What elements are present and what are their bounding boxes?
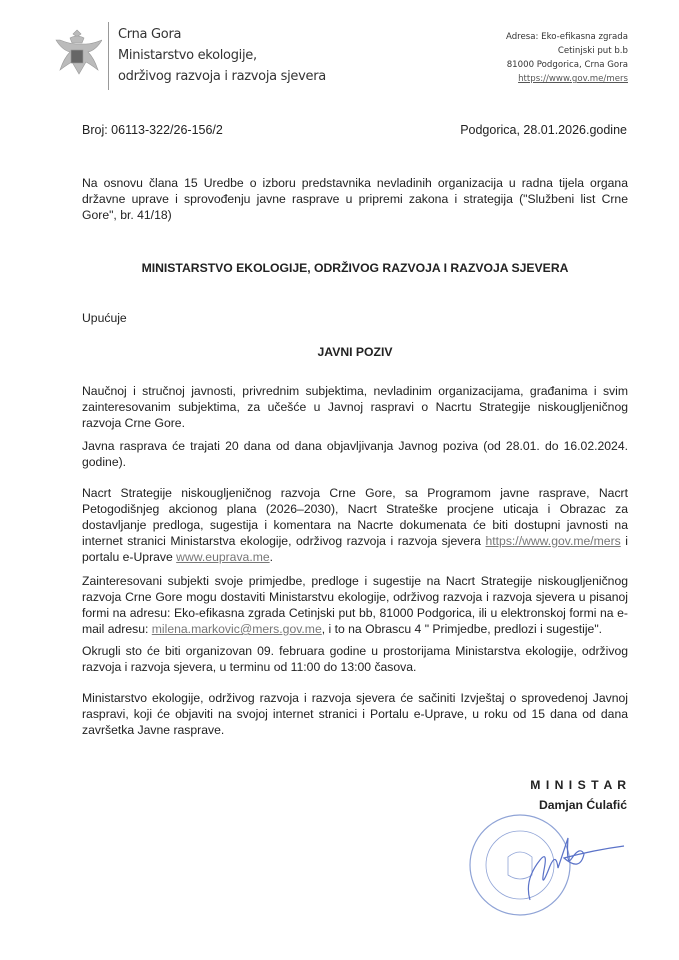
signatory-name: Damjan Ćulafić	[538, 798, 627, 812]
header-divider	[108, 22, 109, 90]
paragraph-3	[82, 485, 628, 565]
org-line: Crna Gora	[118, 27, 182, 42]
upucuje-label: Upućuje	[82, 311, 127, 325]
intro-paragraph: Na osnovu člana 15 Uredbe o izboru predstavnika nevladinih organizacija u radna tijela organa državne uprave i sprovođenju javne rasprave u pripremi zakona i strategija ("Službeni list Crne Gore", br. 41/18)	[82, 176, 628, 222]
website-link[interactable]: https://www.gov.me/mers	[518, 74, 628, 84]
text: Nacrt Strategije niskougljeničnog razvoja Crne Gore, sa Programom javne rasprave, Nacrt Petogodišnjeg akcionog plana (2026–2030), Nacrt Strateške procjene uticaja i Obrazac za dostavljanje predloga, sugestija i komentara na Nacrte dokumenata će biti dostupni javnosti na internet stranici Ministarstva ekologije, održivog razvoja i razvoja sjevera	[82, 486, 628, 548]
stamp-icon	[470, 815, 570, 915]
text: , i to na Obrascu 4 " Primjedbe, predlozi i sugestije".	[321, 622, 603, 636]
paragraph-2: Javna rasprava će trajati 20 dana od dana objavljivanja Javnog poziva (od 28.01. do 16.02.2024. godine).	[82, 439, 628, 469]
document-title: JAVNI POZIV	[317, 345, 393, 359]
org-line: Ministarstvo ekologije,	[118, 48, 257, 63]
org-line: održivog razvoja i razvoja sjevera	[118, 69, 326, 84]
official-stamp-and-signature	[460, 805, 630, 925]
address-line: Cetinjski put b.b	[557, 46, 628, 56]
address-line: 81000 Podgorica, Crna Gora	[506, 60, 628, 70]
text: i portalu e-Uprave	[82, 534, 629, 564]
signature-role: M I N I S T A R	[530, 778, 627, 792]
document-number: Broj: 06113-322/26-156/2	[82, 123, 223, 137]
paragraph-5: Okrugli sto će biti organizovan 09. februara godine u prostorijama Ministarstva ekologije, održivog razvoja i razvoja sjevera, u terminu od 11:00 do 13:00 časova.	[82, 644, 628, 674]
email-link[interactable]: milena.markovic@mers.gov.me	[151, 622, 322, 636]
address-block	[506, 30, 628, 86]
organization-name	[118, 24, 326, 87]
address-line: Adresa: Eko-efikasna zgrada	[505, 32, 628, 42]
coat-of-arms-logo	[52, 26, 102, 82]
text: Zainteresovani subjekti svoje primjedbe, predloge i sugestije na Nacrt Strategije niskougljeničnog razvoja Crne Gore mogu dostaviti Ministarstvu ekologije, održivog razvoja i razvoja sjevera u pisanoj formi na adresu: Eko-efikasna zgrada Cetinjski put bb, 81000 Podgorica, ili u elektronskoj formi na e-mail adresu:	[82, 574, 628, 636]
paragraph-4	[82, 573, 628, 637]
euprava-link[interactable]: www.euprava.me	[176, 550, 270, 564]
ministry-heading: MINISTARSTVO EKOLOGIJE, ODRŽIVOG RAZVOJA I RAZVOJA SJEVERA	[141, 261, 569, 275]
paragraph-1: Naučnoj i stručnoj javnosti, privrednim subjektima, nevladinim organizacijama, građanima i svim zainteresovanim subjektima, za učešće u Javnoj raspravi o Nacrtu Strategije niskougljeničnog razvoja Crne Gore.	[82, 384, 628, 430]
gov-link[interactable]: https://www.gov.me/mers	[485, 534, 621, 548]
place-date: Podgorica, 28.01.2026.godine	[460, 123, 627, 137]
paragraph-6: Ministarstvo ekologije, održivog razvoja i razvoja sjevera će sačiniti Izvještaj o sprovedenoj Javnoj raspravi, koji će objaviti na svojoj internet stranici i Portalu e-Uprave, u roku od 15 dana od dana završetka Javne rasprave.	[82, 691, 628, 737]
text: .	[269, 550, 274, 564]
